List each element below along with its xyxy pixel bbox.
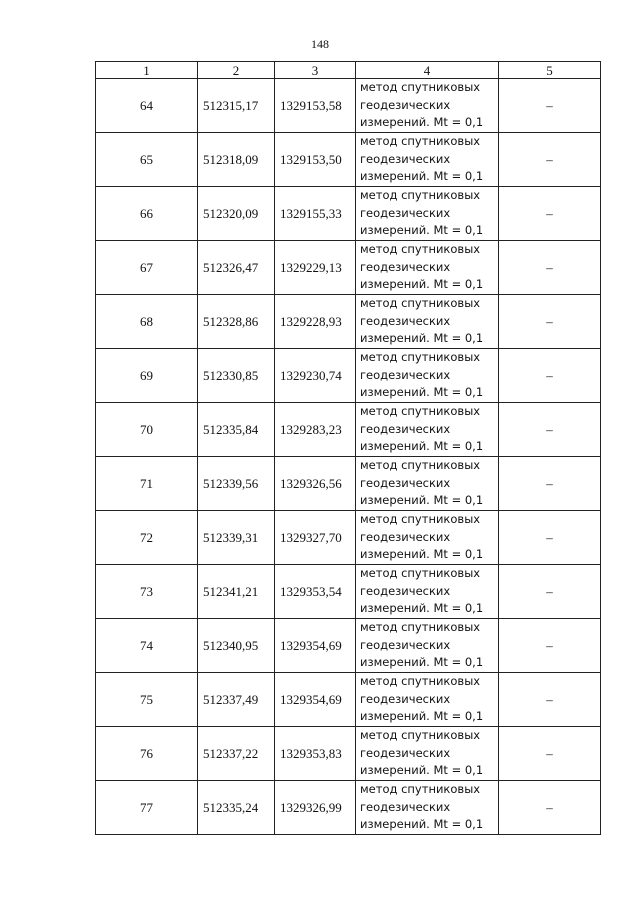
table-row <box>96 457 601 511</box>
x-coordinate-cell: 512328,86 <box>198 295 275 349</box>
note-cell: – <box>499 619 601 673</box>
method-line-3: измерений. Mt = 0,1 <box>360 493 484 508</box>
y-coordinate-cell: 1329327,70 <box>275 511 356 565</box>
column-header-4: 4 <box>356 62 499 79</box>
method-line-1: метод спутниковых <box>360 620 481 635</box>
method-cell <box>356 565 499 619</box>
method-line-3: измерений. Mt = 0,1 <box>360 169 484 184</box>
method-line-2: геодезических <box>360 259 451 274</box>
x-coordinate-cell: 512318,09 <box>198 133 275 187</box>
column-header-1: 1 <box>96 62 198 79</box>
point-number-cell: 66 <box>96 187 198 241</box>
x-coordinate-cell: 512315,17 <box>198 79 275 133</box>
table-row <box>96 295 601 349</box>
method-cell <box>356 457 499 511</box>
table-row <box>96 187 601 241</box>
table-body <box>96 79 601 835</box>
method-line-3: измерений. Mt = 0,1 <box>360 115 484 130</box>
note-cell: – <box>499 187 601 241</box>
table-header <box>96 62 601 79</box>
header-row <box>96 62 601 79</box>
table-row <box>96 781 601 835</box>
point-number-cell: 77 <box>96 781 198 835</box>
method-line-2: геодезических <box>360 205 451 220</box>
method-line-2: геодезических <box>360 637 451 652</box>
method-line-3: измерений. Mt = 0,1 <box>360 439 484 454</box>
method-line-1: метод спутниковых <box>360 512 481 527</box>
method-cell <box>356 511 499 565</box>
column-header-5: 5 <box>499 62 601 79</box>
x-coordinate-cell: 512341,21 <box>198 565 275 619</box>
x-coordinate-cell: 512335,84 <box>198 403 275 457</box>
method-line-1: метод спутниковых <box>360 782 481 797</box>
method-cell <box>356 403 499 457</box>
point-number-cell: 73 <box>96 565 198 619</box>
table-row <box>96 511 601 565</box>
method-line-3: измерений. Mt = 0,1 <box>360 763 484 778</box>
table-row <box>96 79 601 133</box>
x-coordinate-cell: 512340,95 <box>198 619 275 673</box>
point-number-cell: 65 <box>96 133 198 187</box>
method-line-2: геодезических <box>360 529 451 544</box>
method-cell <box>356 241 499 295</box>
column-header-2: 2 <box>198 62 275 79</box>
method-cell <box>356 727 499 781</box>
method-cell <box>356 673 499 727</box>
note-cell: – <box>499 349 601 403</box>
point-number-cell: 76 <box>96 727 198 781</box>
method-cell <box>356 349 499 403</box>
method-line-1: метод спутниковых <box>360 674 481 689</box>
x-coordinate-cell: 512330,85 <box>198 349 275 403</box>
point-number-cell: 74 <box>96 619 198 673</box>
point-number-cell: 75 <box>96 673 198 727</box>
method-line-1: метод спутниковых <box>360 566 481 581</box>
note-cell: – <box>499 79 601 133</box>
point-number-cell: 68 <box>96 295 198 349</box>
method-line-2: геодезических <box>360 367 451 382</box>
note-cell: – <box>499 781 601 835</box>
method-line-2: геодезических <box>360 745 451 760</box>
y-coordinate-cell: 1329354,69 <box>275 673 356 727</box>
y-coordinate-cell: 1329153,50 <box>275 133 356 187</box>
method-line-3: измерений. Mt = 0,1 <box>360 385 484 400</box>
y-coordinate-cell: 1329326,99 <box>275 781 356 835</box>
method-line-2: геодезических <box>360 313 451 328</box>
y-coordinate-cell: 1329283,23 <box>275 403 356 457</box>
y-coordinate-cell: 1329155,33 <box>275 187 356 241</box>
method-cell <box>356 295 499 349</box>
method-line-2: геодезических <box>360 691 451 706</box>
method-line-2: геодезических <box>360 97 451 112</box>
note-cell: – <box>499 295 601 349</box>
note-cell: – <box>499 403 601 457</box>
method-line-3: измерений. Mt = 0,1 <box>360 817 484 832</box>
y-coordinate-cell: 1329228,93 <box>275 295 356 349</box>
y-coordinate-cell: 1329153,58 <box>275 79 356 133</box>
y-coordinate-cell: 1329353,54 <box>275 565 356 619</box>
method-line-3: измерений. Mt = 0,1 <box>360 709 484 724</box>
page-number: 148 <box>311 37 329 51</box>
note-cell: – <box>499 673 601 727</box>
method-cell <box>356 79 499 133</box>
method-line-1: метод спутниковых <box>360 80 481 95</box>
x-coordinate-cell: 512326,47 <box>198 241 275 295</box>
table-row <box>96 727 601 781</box>
method-line-2: геодезических <box>360 583 451 598</box>
method-line-2: геодезических <box>360 421 451 436</box>
table-row <box>96 619 601 673</box>
point-number-cell: 72 <box>96 511 198 565</box>
method-line-1: метод спутниковых <box>360 134 481 149</box>
coordinates-table <box>95 61 601 835</box>
x-coordinate-cell: 512320,09 <box>198 187 275 241</box>
note-cell: – <box>499 511 601 565</box>
table-row <box>96 349 601 403</box>
y-coordinate-cell: 1329353,83 <box>275 727 356 781</box>
method-line-1: метод спутниковых <box>360 296 481 311</box>
point-number-cell: 71 <box>96 457 198 511</box>
method-line-1: метод спутниковых <box>360 242 481 257</box>
y-coordinate-cell: 1329230,74 <box>275 349 356 403</box>
method-line-2: геодезических <box>360 475 451 490</box>
point-number-cell: 67 <box>96 241 198 295</box>
table-row <box>96 241 601 295</box>
table-row <box>96 403 601 457</box>
note-cell: – <box>499 727 601 781</box>
y-coordinate-cell: 1329326,56 <box>275 457 356 511</box>
point-number-cell: 70 <box>96 403 198 457</box>
note-cell: – <box>499 241 601 295</box>
point-number-cell: 64 <box>96 79 198 133</box>
method-line-1: метод спутниковых <box>360 728 481 743</box>
method-cell <box>356 133 499 187</box>
x-coordinate-cell: 512337,49 <box>198 673 275 727</box>
x-coordinate-cell: 512339,31 <box>198 511 275 565</box>
method-line-1: метод спутниковых <box>360 458 481 473</box>
note-cell: – <box>499 133 601 187</box>
method-line-2: геодезических <box>360 799 451 814</box>
x-coordinate-cell: 512335,24 <box>198 781 275 835</box>
method-cell <box>356 781 499 835</box>
method-line-3: измерений. Mt = 0,1 <box>360 655 484 670</box>
table-row <box>96 565 601 619</box>
note-cell: – <box>499 457 601 511</box>
method-cell <box>356 619 499 673</box>
method-line-3: измерений. Mt = 0,1 <box>360 223 484 238</box>
method-line-1: метод спутниковых <box>360 350 481 365</box>
note-cell: – <box>499 565 601 619</box>
method-line-3: измерений. Mt = 0,1 <box>360 331 484 346</box>
table-row <box>96 673 601 727</box>
method-line-1: метод спутниковых <box>360 188 481 203</box>
y-coordinate-cell: 1329354,69 <box>275 619 356 673</box>
method-line-3: измерений. Mt = 0,1 <box>360 547 484 562</box>
method-line-1: метод спутниковых <box>360 404 481 419</box>
column-header-3: 3 <box>275 62 356 79</box>
point-number-cell: 69 <box>96 349 198 403</box>
method-line-3: измерений. Mt = 0,1 <box>360 601 484 616</box>
method-cell <box>356 187 499 241</box>
method-line-3: измерений. Mt = 0,1 <box>360 277 484 292</box>
table-row <box>96 133 601 187</box>
x-coordinate-cell: 512339,56 <box>198 457 275 511</box>
method-line-2: геодезических <box>360 151 451 166</box>
y-coordinate-cell: 1329229,13 <box>275 241 356 295</box>
x-coordinate-cell: 512337,22 <box>198 727 275 781</box>
